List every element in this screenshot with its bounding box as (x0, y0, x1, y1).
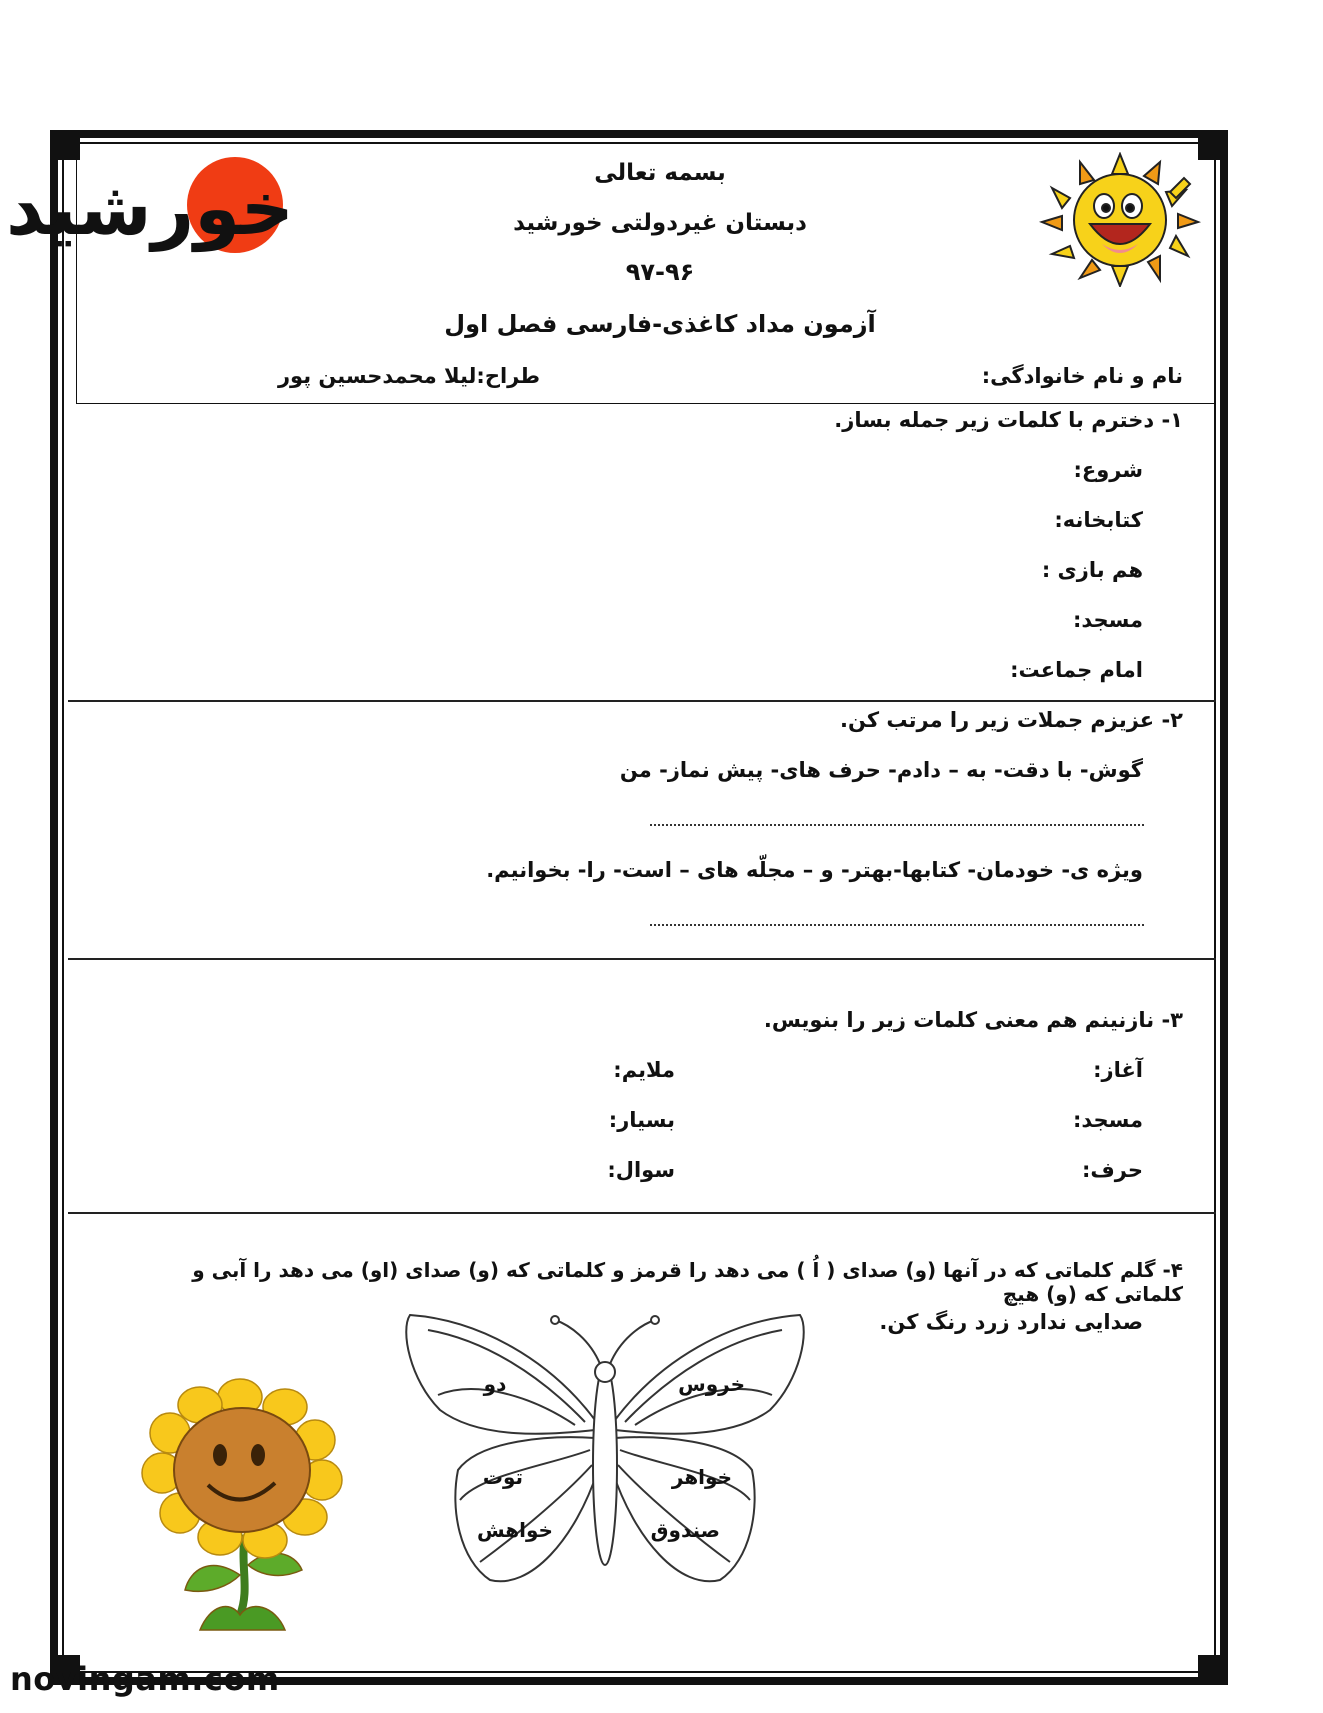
q3-word: سوال: (607, 1158, 675, 1182)
q3-word: حرف: (1082, 1158, 1143, 1182)
sunflower-illustration (140, 1375, 370, 1635)
designer-label: طراح:لیلا محمدحسین پور (277, 364, 540, 388)
q3-word: مسجد: (1072, 1108, 1143, 1132)
q3-word: آغاز: (1093, 1058, 1143, 1082)
q4-prompt-cont: صدایی ندارد زرد رنگ کن. (879, 1310, 1143, 1334)
q1-word: شروع: (1073, 458, 1143, 482)
student-name-label: نام و نام خانوادگی: (981, 364, 1183, 388)
answer-line[interactable] (650, 824, 1144, 826)
butterfly-word[interactable]: خواهر (671, 1465, 732, 1489)
butterfly-illustration (400, 1300, 810, 1600)
section-divider (68, 1212, 1216, 1214)
q1-word: هم بازی : (1041, 558, 1143, 582)
q1-prompt: ۱- دخترم با کلمات زیر جمله بساز. (834, 408, 1183, 432)
header-basmala: بسمه تعالی (594, 160, 726, 186)
butterfly-word[interactable]: توت (482, 1465, 524, 1489)
butterfly-word[interactable]: دو (483, 1372, 507, 1396)
section-divider (68, 958, 1216, 960)
q2-sentence: گوش- با دقت- به – دادم- حرف های- پیش نماز- من (619, 758, 1143, 782)
exam-title: آزمون مداد کاغذی-فارسی فصل اول (444, 310, 876, 338)
q1-word: کتابخانه: (1054, 508, 1143, 532)
frame-corner (1198, 1655, 1228, 1685)
q2-prompt: ۲- عزیزم جملات زیر را مرتب کن. (839, 708, 1183, 732)
q2-sentence: ویژه ی- خودمان- کتابها-بهتر- و – مجلّه های – است- را- بخوانیم. (486, 858, 1143, 882)
q3-prompt: ۳- نازنینم هم معنی کلمات زیر را بنویس. (763, 1008, 1183, 1032)
section-divider (68, 700, 1216, 702)
answer-line[interactable] (650, 924, 1144, 926)
q3-word: ملایم: (613, 1058, 675, 1082)
q3-word: بسیار: (608, 1108, 675, 1132)
sun-illustration (1020, 152, 1220, 287)
q4-prompt: ۴- گلم کلماتی که در آنها (و) صدای ( اُ ) می دهد را قرمز و کلماتی که (و) صدای (او) می دهد را آبی و کلماتی که (و) هیچ (192, 1258, 1183, 1306)
logo-text: خورشید (5, 166, 294, 252)
school-logo (5, 150, 294, 320)
butterfly-word[interactable]: خروس (678, 1372, 745, 1396)
butterfly-word[interactable]: صندوق (650, 1518, 720, 1542)
watermark: novingam.com (10, 1660, 280, 1698)
butterfly-word[interactable]: خواهش (477, 1518, 553, 1542)
school-year: ۹۷-۹۶ (625, 258, 695, 286)
q1-word: مسجد: (1072, 608, 1143, 632)
school-name: دبستان غیردولتی خورشید (513, 210, 807, 236)
q1-word: امام جماعت: (1010, 658, 1143, 682)
